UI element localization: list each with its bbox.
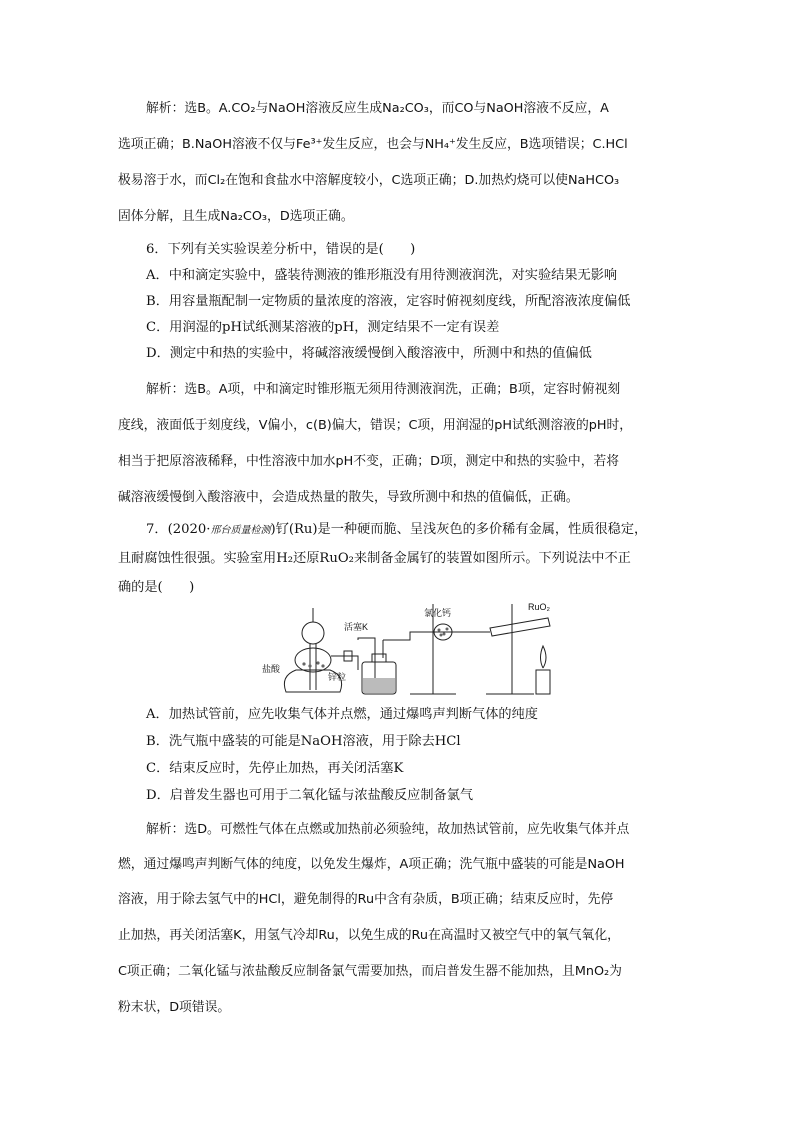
q6-option-b: B．用容量瓶配制一定物质的量浓度的溶液，定容时俯视刻度线，所配溶液浓度偏低 [146, 294, 631, 309]
answer6-line-1: 解析：选B。A项，中和滴定时锥形瓶无须用待测液润洗，正确；B项，定容时俯视刻 [146, 382, 621, 397]
apparatus-figure [258, 600, 560, 702]
q7-option-b: B．洗气瓶中盛装的可能是NaOH溶液，用于除去HCl [146, 734, 461, 749]
q6-option-a: A．中和滴定实验中，盛装待测液的锥形瓶没有用待测液润洗，对实验结果无影响 [146, 268, 618, 283]
answer5-line-3: 极易溶于水，而Cl₂在饱和食盐水中溶解度较小，C选项正确；D.加热灼烧可以使NaHCO₃ [118, 173, 620, 188]
q6-stem: 6．下列有关实验误差分析中，错误的是( ) [146, 242, 416, 257]
q7-number: 7．(2020· [146, 522, 211, 537]
alcohol-lamp [536, 670, 550, 694]
answer7-line-2: 燃，通过爆鸣声判断气体的纯度，以免发生爆炸，A项正确；洗气瓶中盛装的可能是NaOH [118, 857, 625, 872]
label-cacl2: 氯化钙 [424, 608, 452, 618]
q7-source: 邢台质量检测 [210, 525, 271, 536]
answer7-line-1: 解析：选D。可燃性气体在点燃或加热前必须验纯，故加热试管前，应先收集气体并点 [146, 822, 630, 837]
q7-option-c: C．结束反应时，先停止加热，再关闭活塞K [146, 761, 404, 776]
q7-stem-line-2: 且耐腐蚀性很强。实验室用H₂还原RuO₂来制备金属钌的装置如图所示。下列说法中不正 [118, 551, 631, 566]
q6-option-c: C．用润湿的pH试纸测某溶液的pH，测定结果不一定有误差 [146, 320, 500, 335]
answer6-line-3: 相当于把原溶液稀释，中性溶液中加水pH不变，正确；D项，测定中和热的实验中，若将 [118, 454, 620, 469]
answer6-line-2: 度线，液面低于刻度线，V偏小，c(B)偏大，错误；C项，用润湿的pH试纸测溶液的pH时， [118, 418, 633, 433]
q7-stem-line-1 [146, 522, 678, 539]
label-zinc: 锌粒 [328, 672, 347, 682]
label-valve-k: 活塞K [344, 622, 369, 632]
answer5-line-2: 选项正确；B.NaOH溶液不仅与Fe³⁺发生反应，也会与NH₄⁺发生反应，B选项错误；C.HCl [118, 137, 628, 152]
answer5-line-4: 固体分解，且生成Na₂CO₃，D选项正确。 [118, 209, 354, 224]
answer7-line-3: 溶液，用于除去氢气中的HCl，避免制得的Ru中含有杂质，B项正确；结束反应时，先停 [118, 892, 614, 907]
label-ruo2: RuO₂ [528, 602, 550, 612]
answer6-line-4: 碱溶液缓慢倒入酸溶液中，会造成热量的散失，导致所测中和热的值偏低，正确。 [118, 490, 579, 505]
answer7-line-5: C项正确；二氧化锰与浓盐酸反应制备氯气需要加热，而启普发生器不能加热，且MnO₂为 [118, 964, 622, 979]
answer7-line-6: 粉末状，D项错误。 [118, 1000, 231, 1015]
flame [541, 646, 547, 668]
reaction-tube [490, 618, 550, 636]
q7-option-a: A．加热试管前，应先收集气体并点燃，通过爆鸣声判断气体的纯度 [146, 707, 538, 722]
answer5-line-1: 解析：选B。A.CO₂与NaOH溶液反应生成Na₂CO₃，而CO与NaOH溶液不反应，A [146, 101, 609, 116]
q7-stem-text: )钌(Ru)是一种硬而脆、呈浅灰色的多价稀有金属，性质很稳定， [270, 522, 648, 537]
q7-option-d: D．启普发生器也可用于二氧化锰与浓盐酸反应制备氯气 [146, 788, 474, 803]
label-hcl: 盐酸 [262, 664, 281, 674]
kipp-top-bulb [302, 622, 324, 644]
q7-stem-line-3: 确的是( ) [118, 580, 195, 595]
kipp-middle-bulb [295, 648, 331, 672]
answer7-line-4: 止加热，再关闭活塞K，用氢气冷却Ru，以免生成的Ru在高温时又被空气中的氧气氧化， [118, 928, 620, 943]
q6-option-d: D．测定中和热的实验中，将碱溶液缓慢倒入酸溶液中，所测中和热的值偏低 [146, 346, 592, 361]
